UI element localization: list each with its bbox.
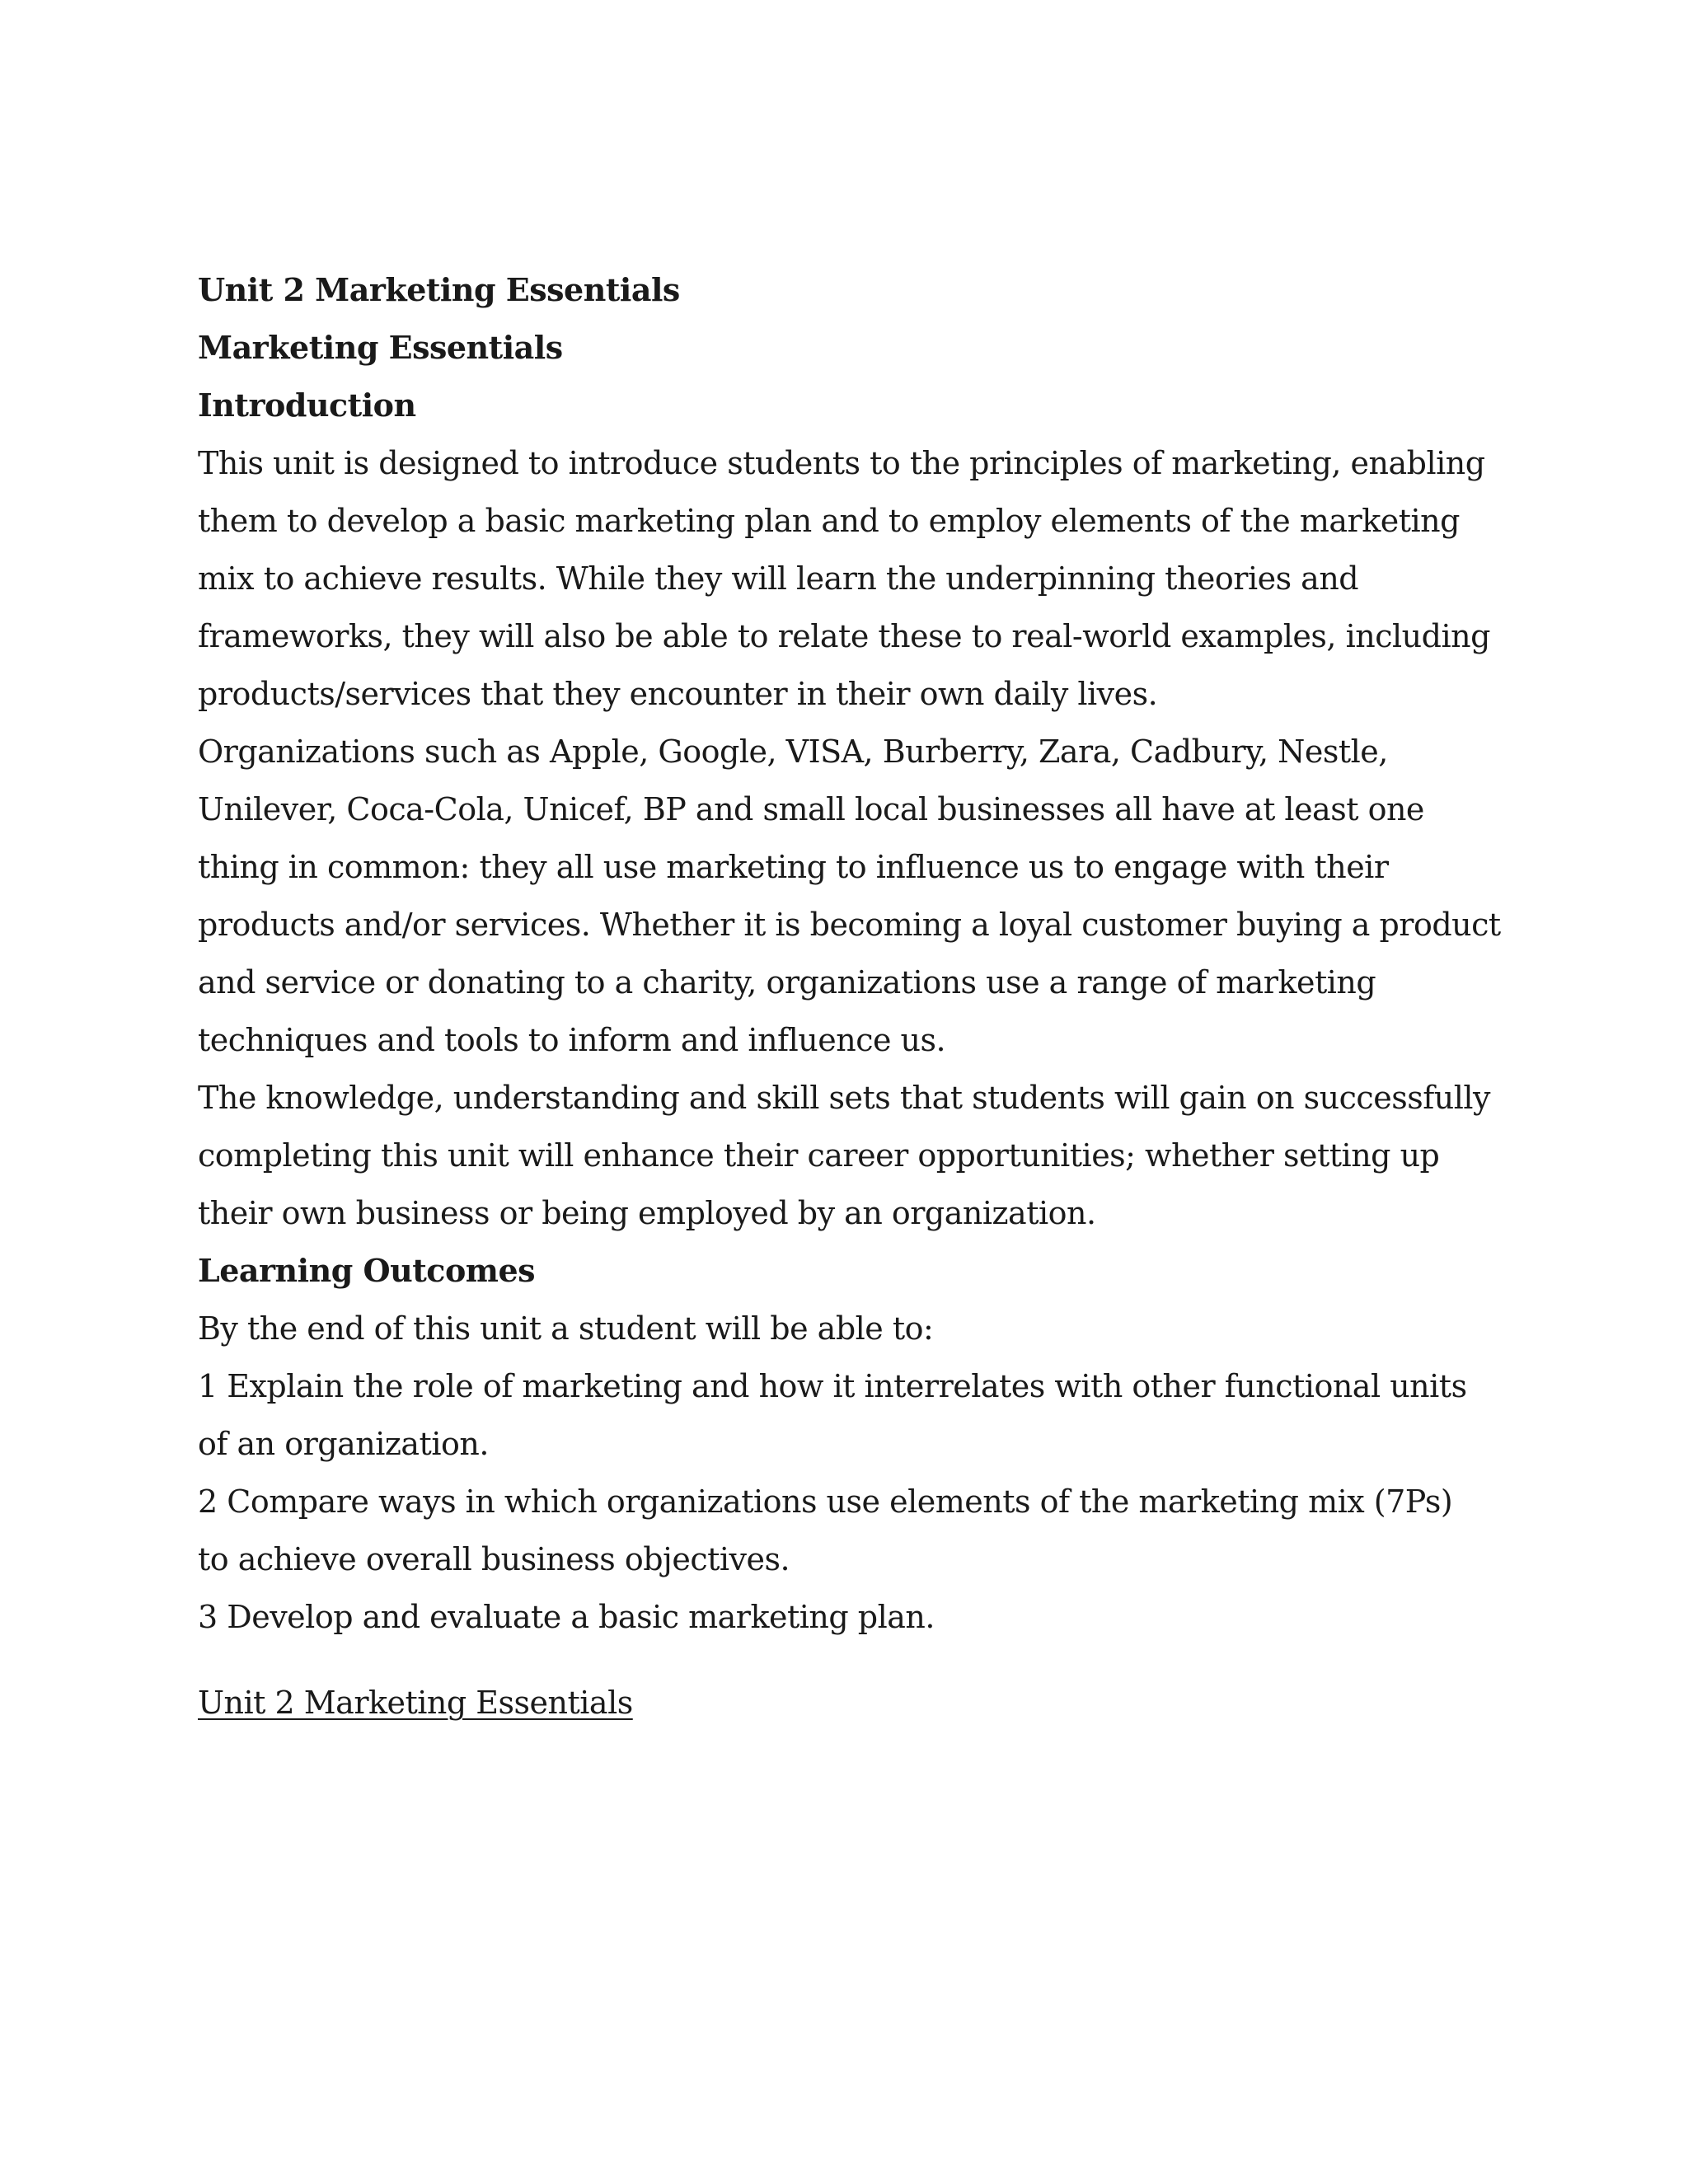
paragraph-line: their own business or being employed by an organization.	[198, 1195, 1096, 1231]
paragraph-line: and service or donating to a charity, organizations use a range of marketing	[198, 964, 1376, 1001]
paragraph-line: Unilever, Coca-Cola, Unicef, BP and small local businesses all have at least one	[198, 791, 1424, 827]
introduction-paragraph-2	[198, 723, 1501, 1069]
paragraph-line: frameworks, they will also be able to relate these to real-world examples, including	[198, 618, 1490, 654]
outcome-line: 2 Compare ways in which organizations use elements of the marketing mix (7Ps)	[198, 1483, 1453, 1520]
footer-link[interactable]: Unit 2 Marketing Essentials	[198, 1685, 633, 1721]
learning-outcome-2	[198, 1473, 1453, 1588]
spacer	[198, 1646, 1434, 1674]
introduction-heading: Introduction	[198, 387, 416, 424]
document-title: Unit 2 Marketing Essentials	[198, 271, 680, 308]
outcome-line: 1 Explain the role of marketing and how it interrelates with other functional units	[198, 1368, 1467, 1404]
outcome-line: of an organization.	[198, 1426, 489, 1462]
paragraph-line: The knowledge, understanding and skill sets that students will gain on successfully	[198, 1080, 1491, 1116]
introduction-paragraph-1	[198, 434, 1490, 723]
paragraph-line: products/services that they encounter in their own daily lives.	[198, 676, 1158, 712]
introduction-paragraph-3	[198, 1069, 1491, 1242]
outcome-line: 3 Develop and evaluate a basic marketing plan.	[198, 1599, 935, 1635]
paragraph-line: thing in common: they all use marketing to influence us to engage with their	[198, 849, 1389, 885]
learning-outcomes-heading: Learning Outcomes	[198, 1252, 536, 1289]
document-page	[198, 261, 1501, 1732]
paragraph-line: them to develop a basic marketing plan and to employ elements of the marketing	[198, 503, 1460, 539]
learning-outcome-1	[198, 1357, 1467, 1473]
outcomes-intro: By the end of this unit a student will be able to:	[198, 1310, 934, 1347]
paragraph-line: This unit is designed to introduce students to the principles of marketing, enabling	[198, 445, 1485, 481]
paragraph-line: techniques and tools to inform and influence us.	[198, 1022, 946, 1058]
learning-outcome-3	[198, 1588, 1434, 1646]
paragraph-line: mix to achieve results. While they will learn the underpinning theories and	[198, 560, 1359, 597]
document-subtitle: Marketing Essentials	[198, 329, 563, 366]
outcome-line: to achieve overall business objectives.	[198, 1541, 790, 1577]
paragraph-line: products and/or services. Whether it is becoming a loyal customer buying a product	[198, 907, 1501, 943]
paragraph-line: Organizations such as Apple, Google, VISA, Burberry, Zara, Cadbury, Nestle,	[198, 733, 1388, 770]
paragraph-line: completing this unit will enhance their career opportunities; whether setting up	[198, 1137, 1440, 1174]
